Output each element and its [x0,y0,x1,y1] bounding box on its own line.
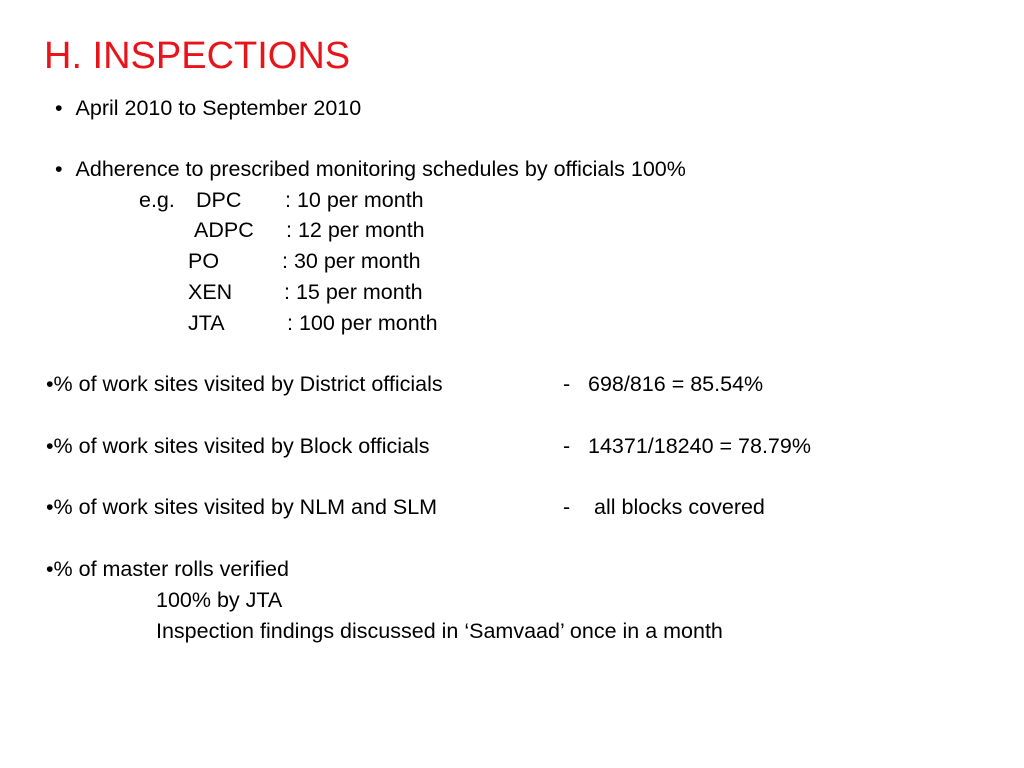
schedule-role-po: PO [188,249,220,273]
period-text: April 2010 to September 2010 [75,96,362,120]
schedule-rate-dpc: : 10 per month [285,188,424,212]
bullet-icon: • [55,96,63,120]
schedule-rate-jta: : 100 per month [287,311,438,335]
visit-district-sep: - [563,372,571,396]
slide-title: H. INSPECTIONS [44,35,351,77]
schedule-rate-xen: : 15 per month [284,280,423,304]
example-prefix: e.g. [139,188,175,212]
schedule-rate-po: : 30 per month [282,249,421,273]
bullet-icon: • [46,495,54,519]
schedule-role-xen: XEN [188,280,233,304]
master-rolls-detail: Inspection findings discussed in ‘Samvaad’ once in a month [156,619,723,643]
visit-block-value: 14371/18240 = 78.79% [588,434,811,458]
adherence-text: Adherence to prescribed monitoring schedules by officials 100% [75,157,686,181]
master-rolls-detail: 100% by JTA [156,588,283,612]
visit-block-bullet [46,433,430,459]
visit-nlm-value: all blocks covered [594,495,765,519]
schedule-role-dpc: DPC [196,188,242,212]
period-bullet [55,95,361,121]
visit-nlm-bullet [46,494,437,520]
schedule-rate-adpc: : 12 per month [286,218,425,242]
schedule-role-jta: JTA [188,311,225,335]
bullet-icon: • [46,372,54,396]
visit-block-sep: - [563,434,571,458]
master-rolls-label: % of master rolls verified [53,557,289,581]
adherence-bullet [55,156,686,182]
visit-block-label: % of work sites visited by Block officials [53,434,430,458]
visit-nlm-sep: - [563,495,571,519]
visit-district-label: % of work sites visited by District officials [53,372,443,396]
visit-district-bullet [46,371,443,397]
bullet-icon: • [46,434,54,458]
visit-nlm-label: % of work sites visited by NLM and SLM [53,495,438,519]
schedule-role-adpc: ADPC [194,218,254,242]
bullet-icon: • [55,157,63,181]
visit-district-value: 698/816 = 85.54% [588,372,764,396]
bullet-icon: • [46,557,54,581]
master-rolls-bullet [46,556,289,582]
